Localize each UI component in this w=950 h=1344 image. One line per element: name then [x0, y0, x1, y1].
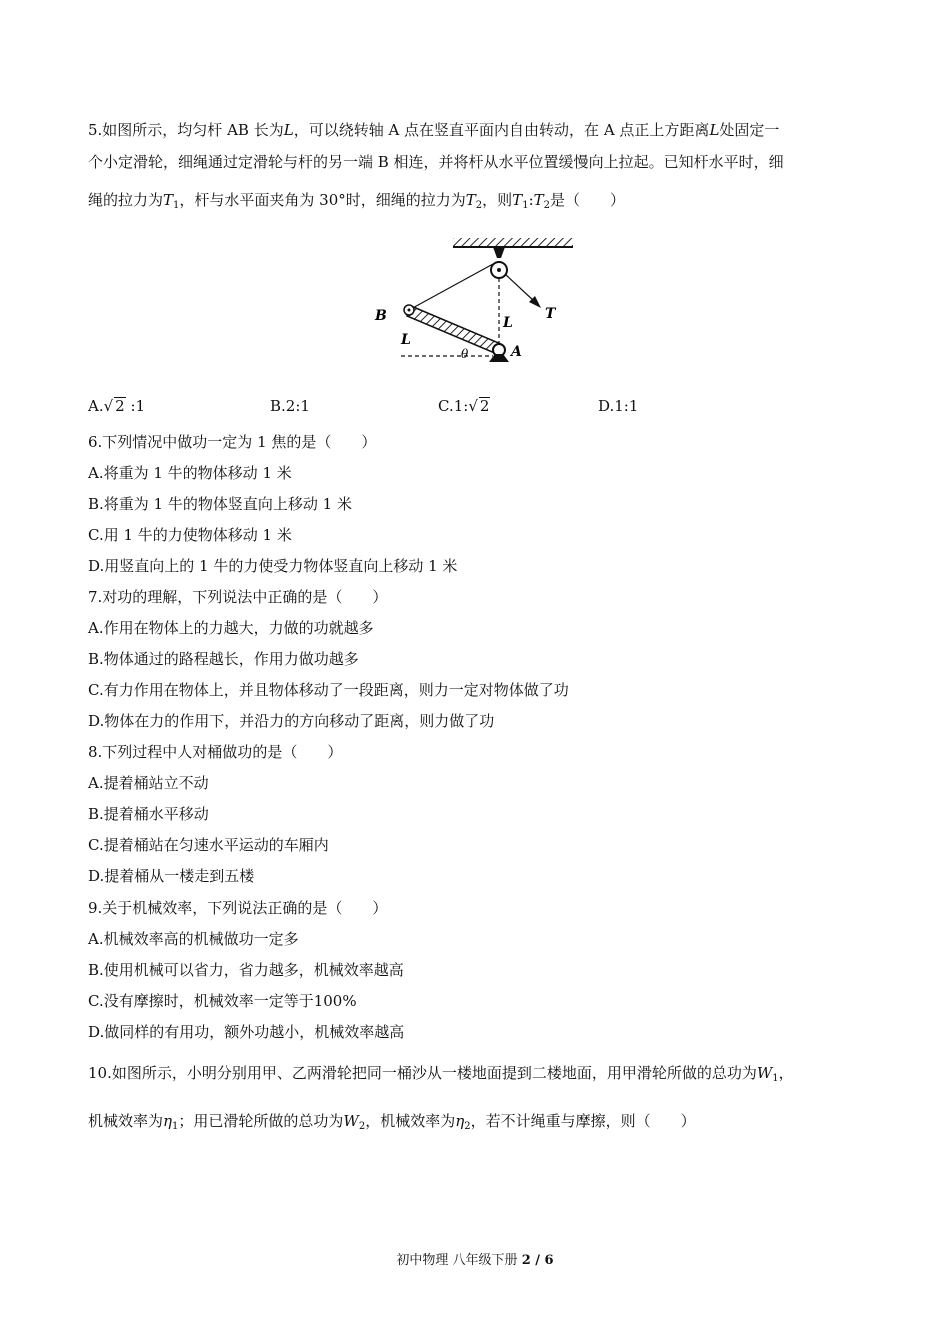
page-number: 2 / 6: [521, 1253, 554, 1268]
q8-option-B[interactable]: B.提着桶水平移动: [88, 805, 209, 823]
label-T: T: [545, 306, 556, 322]
q6-option-B[interactable]: B.将重为 1 牛的物体竖直向上移动 1 米: [88, 495, 352, 513]
q8-stem: 8.下列过程中人对桶做功的是（ ）: [88, 743, 343, 761]
q5-option-D[interactable]: D.1:1: [598, 397, 639, 415]
q8-option-C[interactable]: C.提着桶站在匀速水平运动的车厢内: [88, 836, 329, 854]
q5-line-3: 绳的拉力为$T_1$，杆与水平面夹角为 30°时，细绳的拉力为$T_2$，则$T_1:T_2$是（ ）: [88, 191, 626, 211]
label-theta: θ: [461, 347, 469, 361]
q6-option-D[interactable]: D.用竖直向上的 1 牛的力使受力物体竖直向上移动 1 米: [88, 557, 458, 575]
q5-option-A[interactable]: A.√ 2 :1: [88, 397, 146, 415]
rod-AB: [407, 306, 501, 354]
q9-option-C[interactable]: C.没有摩擦时，机械效率一定等于100%: [88, 992, 357, 1010]
q7-option-A[interactable]: A.作用在物体上的力越大，力做的功就越多: [88, 619, 374, 637]
q7-stem: 7.对功的理解，下列说法中正确的是（ ）: [88, 588, 388, 606]
page-footer: 初中物理 八年级下册 2 / 6: [396, 1253, 554, 1268]
q6-stem: 6.下列情况中做功一定为 1 焦的是（ ）: [88, 433, 377, 451]
q10-line-2: 机械效率为$\eta_1$；用已滑轮所做的总功为$W_2$，机械效率为$\eta_2$，若不计绳重与摩擦，则（ ）: [88, 1112, 696, 1132]
lever-pulley-figure: [365, 232, 585, 372]
q9-option-A[interactable]: A.机械效率高的机械做功一定多: [88, 930, 299, 948]
q7-option-C[interactable]: C.有力作用在物体上，并且物体移动了一段距离，则力一定对物体做了功: [88, 681, 569, 699]
ceiling: [453, 238, 573, 247]
q6-option-C[interactable]: C.用 1 牛的力使物体移动 1 米: [88, 526, 292, 544]
q10-line-1: 10.如图所示，小明分别用甲、乙两滑轮把同一桶沙从一楼地面提到二楼地面，用甲滑轮所做的总功为$W_1$，: [88, 1064, 794, 1084]
q7-option-D[interactable]: D.物体在力的作用下，并沿力的方向移动了距离，则力做了功: [88, 712, 495, 730]
q9-option-D[interactable]: D.做同样的有用功，额外功越小，机械效率越高: [88, 1023, 405, 1041]
q5-line-2: 个小定滑轮，细绳通过定滑轮与杆的另一端 B 相连，并将杆从水平位置缓慢向上拉起。已知杆水平时，细: [88, 153, 784, 171]
rope: [409, 264, 493, 310]
label-L-vertical: L: [503, 315, 513, 331]
label-A: A: [511, 344, 522, 360]
label-L-rod: L: [401, 332, 411, 348]
label-B: B: [375, 308, 387, 324]
q8-option-D[interactable]: D.提着桶从一楼走到五楼: [88, 867, 255, 885]
q5-option-B[interactable]: B.2:1: [270, 397, 310, 415]
q8-option-A[interactable]: A.提着桶站立不动: [88, 774, 209, 792]
q9-stem: 9.关于机械效率，下列说法正确的是（ ）: [88, 899, 388, 917]
q6-option-A[interactable]: A.将重为 1 牛的物体移动 1 米: [88, 464, 292, 482]
q9-option-B[interactable]: B.使用机械可以省力，省力越多，机械效率越高: [88, 961, 404, 979]
q5-line-1: 5.如图所示，均匀杆 AB 长为L，可以绕转轴 A 点在竖直平面内自由转动，在 A 点正上方距离L处固定一: [88, 121, 780, 139]
q7-option-B[interactable]: B.物体通过的路程越长，作用力做功越多: [88, 650, 359, 668]
q5-option-C[interactable]: C.1:√ 2: [438, 397, 490, 415]
